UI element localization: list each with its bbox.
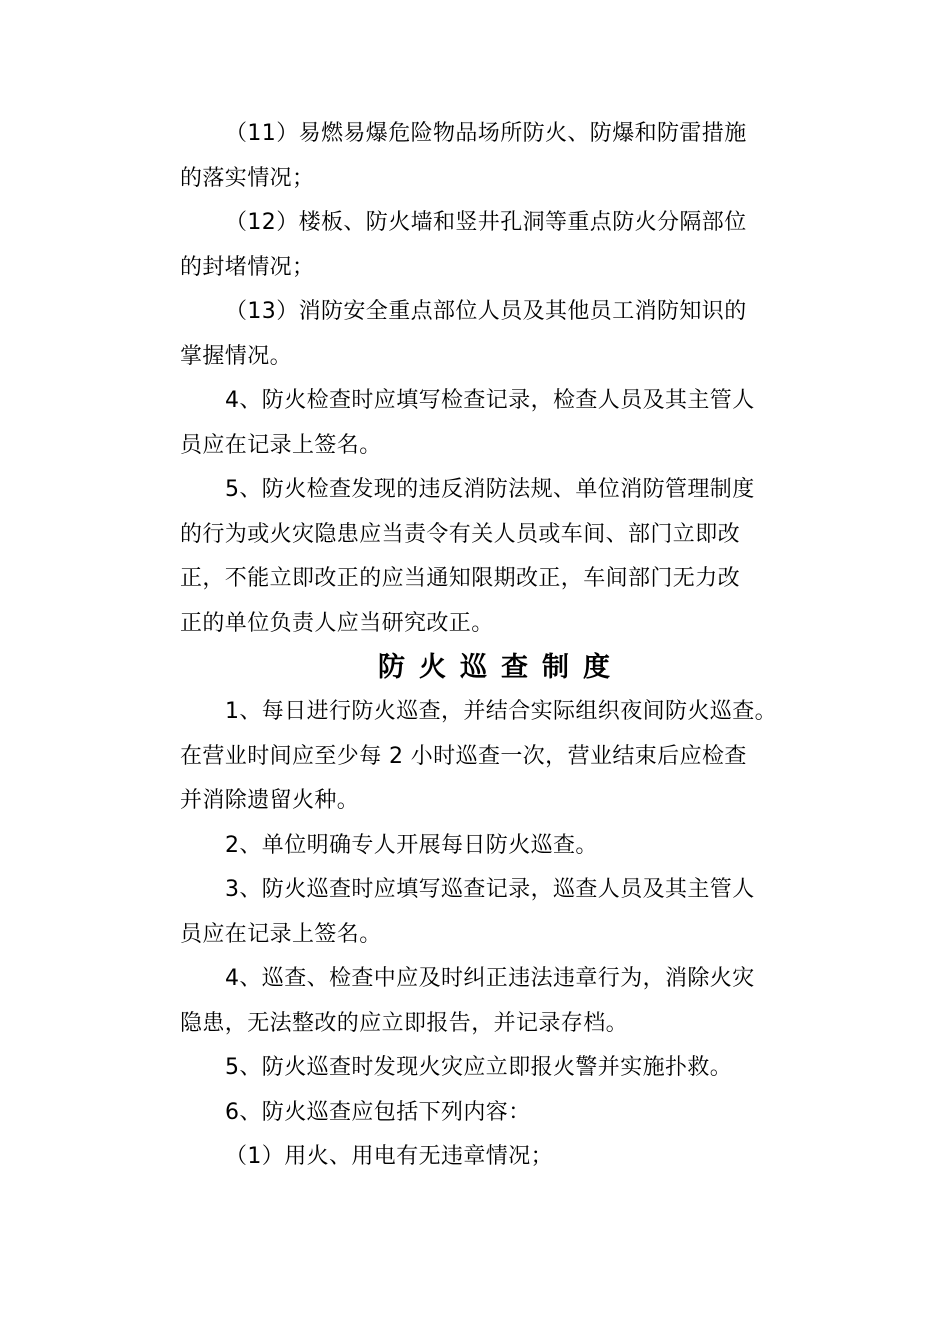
paragraph-line: 正，不能立即改正的应当通知限期改正，车间部门无力改 bbox=[180, 566, 741, 591]
paragraph-rule-5 bbox=[180, 468, 808, 646]
paragraph-line: 4、防火检查时应填写检查记录，检查人员及其主管人 bbox=[225, 388, 755, 413]
paragraph-inspection-item-11 bbox=[180, 112, 808, 201]
paragraph-line: 6、防火巡查应包括下列内容： bbox=[225, 1099, 531, 1125]
paragraph-line: （11）易燃易爆危险物品场所防火、防爆和防雷措施 bbox=[225, 121, 747, 146]
paragraph-line: 员应在记录上签名。 bbox=[180, 432, 382, 458]
paragraph-patrol-item-1 bbox=[180, 1135, 808, 1180]
paragraph-patrol-rule-5 bbox=[180, 1046, 808, 1091]
section-title: 防火巡查制度 bbox=[378, 652, 624, 683]
paragraph-patrol-rule-1 bbox=[180, 690, 808, 824]
document-page bbox=[180, 112, 808, 1180]
paragraph-line: 在营业时间应至少每 2 小时巡查一次，营业结束后应检查 bbox=[180, 743, 747, 769]
paragraph-line: 2、单位明确专人开展每日防火巡查。 bbox=[225, 832, 598, 858]
paragraph-patrol-rule-3 bbox=[180, 868, 808, 957]
paragraph-patrol-rule-4 bbox=[180, 957, 808, 1046]
paragraph-line: （12）楼板、防火墙和竖井孔洞等重点防火分隔部位 bbox=[225, 210, 747, 235]
paragraph-patrol-rule-2 bbox=[180, 824, 808, 869]
paragraph-inspection-item-12 bbox=[180, 201, 808, 290]
paragraph-line: 的封堵情况； bbox=[180, 254, 315, 280]
paragraph-line: （1）用火、用电有无违章情况； bbox=[225, 1144, 553, 1169]
paragraph-line: 隐患，无法整改的应立即报告，并记录存档。 bbox=[180, 1010, 629, 1036]
paragraph-line: 1、每日进行防火巡查，并结合实际组织夜间防火巡查。 bbox=[225, 699, 777, 724]
paragraph-line: 掌握情况。 bbox=[180, 343, 293, 369]
paragraph-line: 5、防火巡查时发现火灾应立即报火警并实施扑救。 bbox=[225, 1055, 733, 1080]
paragraph-line: 3、防火巡查时应填写巡查记录，巡查人员及其主管人 bbox=[225, 877, 755, 902]
paragraph-line: 的行为或火灾隐患应当责令有关人员或车间、部门立即改 bbox=[180, 521, 741, 547]
paragraph-patrol-rule-6 bbox=[180, 1091, 808, 1136]
paragraph-line: 5、防火检查发现的违反消防法规、单位消防管理制度 bbox=[225, 477, 755, 502]
paragraph-line: 的落实情况； bbox=[180, 165, 315, 191]
paragraph-line: （13）消防安全重点部位人员及其他员工消防知识的 bbox=[225, 299, 747, 324]
paragraph-line: 正的单位负责人应当研究改正。 bbox=[180, 610, 494, 636]
paragraph-line: 员应在记录上签名。 bbox=[180, 921, 382, 947]
paragraph-rule-4 bbox=[180, 379, 808, 468]
paragraph-inspection-item-13 bbox=[180, 290, 808, 379]
paragraph-line: 4、巡查、检查中应及时纠正违法违章行为，消除火灾 bbox=[225, 966, 755, 991]
paragraph-line: 并消除遗留火种。 bbox=[180, 788, 360, 813]
